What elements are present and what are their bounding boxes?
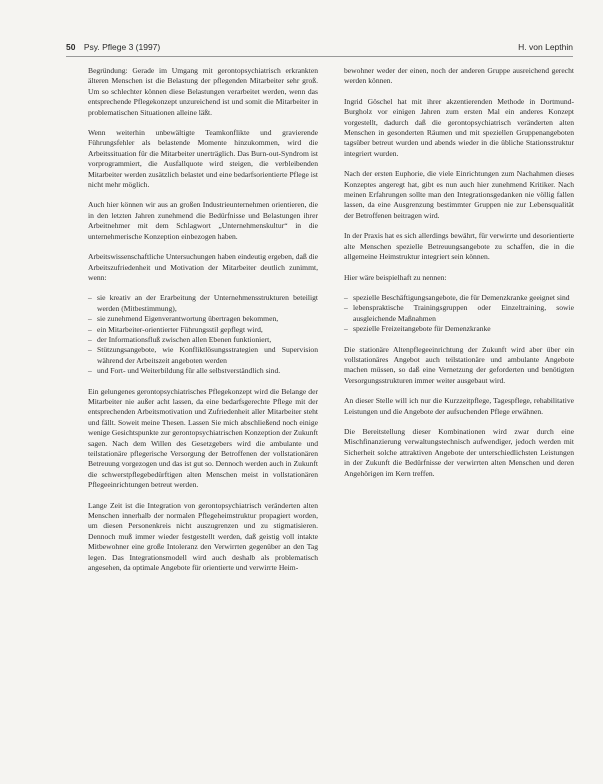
page-header xyxy=(66,42,573,57)
right-column xyxy=(344,66,574,489)
list-item: – spezielle Freizeitangebote für Demenzkranke xyxy=(344,324,574,334)
bullet-list xyxy=(344,293,574,335)
list-item: – sie zunehmend Eigenverantwortung übertragen bekommen, xyxy=(88,314,318,324)
paragraph: An dieser Stelle will ich nur die Kurzzeitpflege, Tagespflege, rehabilitative Leistungen und die Angebote der aufsuchenden Pflege erwähnen. xyxy=(344,396,574,416)
list-intro: Hier wäre beispielhaft zu nennen: xyxy=(344,272,447,282)
list-item: – sie kreativ an der Erarbeitung der Unternehmensstrukturen beteiligt werden (Mitbestimmung), xyxy=(88,293,318,314)
journal-citation: Psy. Pflege 3 (1997) xyxy=(83,42,161,52)
page-number: 50 xyxy=(66,42,76,52)
list-item: – ein Mitarbeiter-orientierter Führungsstil gepflegt wird, xyxy=(88,325,318,335)
author-name: H. von Lepthin xyxy=(518,42,573,52)
paragraph: Wenn weiterhin unbewältigte Teamkonflikte und gravierende Führungsfehler als belastende Momente hinzukommen, wird die Arbeitssituation für die Mitarbeiter unerträglich. Das Burn-out-Syndrom ist vorprogrammiert, die Ausfallquote wird steigen, die verbleibenden Mitarbeiter werden zusätzlich belastet und eine bedarfsorientierte Pflege ist nicht mehr möglich. xyxy=(88,128,318,190)
list-item: – der Informationsfluß zwischen allen Ebenen funktioniert, xyxy=(88,335,318,345)
paragraph: Nach der ersten Euphorie, die viele Einrichtungen zum Nachahmen dieses Konzeptes angeregt hat, gibt es nun auch hier zunehmend Kritiker. Nach meinen Erfahrungen sollte man den Integrationsgedanken nie völlig fallen lassen, da eine Ausgrenzung bestimmter Gruppen nie zur Lebensqualität der Betroffenen beitragen wird. xyxy=(344,169,574,220)
paragraph: Lange Zeit ist die Integration von gerontopsychiatrisch veränderten alten Menschen innerhalb der normalen Pflegeheimstruktur propagiert worden, um diesen Personenkreis nicht auszugrenzen und zu stigmatisieren. Dennoch muß immer wieder festgestellt werden, daß geistig voll intakte Mitbewohner eine große Intoleranz den Verwirrten gegenüber an den Tag legen. Das Integrationsmodell wird auch deshalb als problematisch angesehen, da optimale Angebote für orientierte und verwirrte Heim- xyxy=(88,500,318,573)
paragraph: Begründung: Gerade im Umgang mit gerontopsychiatrisch erkrankten älteren Menschen ist die Belastung der pflegenden Mitarbeiter sehr groß. Um so schlechter können diese Belastungen verarbeitet werden, wenn das entsprechende Pflegekonzept unzureichend ist und somit die Mitarbeiter in problematischen Situationen alleine läßt. xyxy=(88,66,318,117)
list-item: – lebenspraktische Trainingsgruppen oder Einzeltraining, sowie ausgleichende Maßnahmen xyxy=(344,303,574,324)
paragraph: Die stationäre Altenpflegeeinrichtung der Zukunft wird aber über ein vollstationäres Angebot auch teilstationäre und ambulante Angebote machen müssen, so daß eine Vernetzung der geforderten und benötigten Versorgungsstrukturen immer weiter ausgebaut wird. xyxy=(344,344,574,385)
list-item: – und Fort- und Weiterbildung für alle selbstverständlich sind. xyxy=(88,366,318,376)
list-item: – Stützungsangebote, wie Konfliktlösungsstrategien und Supervision während der Arbeitszeit angeboten werden xyxy=(88,345,318,366)
paragraph: Auch hier können wir aus an großen Industrieunternehmen orientieren, die in den letzten Jahren zunehmend die Bedürfnisse und Belastungen ihrer Arbeitnehmer mit dem Schlagwort „Unternehmenskultur“ in die unternehmerische Konzeption einbezogen haben. xyxy=(88,200,318,241)
list-item: – spezielle Beschäftigungsangebote, die für Demenzkranke geeignet sind xyxy=(344,293,574,303)
paragraph: Ein gelungenes gerontopsychiatrisches Pflegekonzept wird die Belange der Mitarbeiter nie außer acht lassen, da eine bedarfsgerechte Pflege mit der entsprechenden Arbeitsmotivation und Zufriedenheit aller Mitarbeiter steht und fällt. Soweit meine Thesen. Lassen Sie mich abschließend noch einige wenige Gesichtspunkte zur gerontopsychiatrischen Konzeption der Zukunft sagen. Nach dem Willen des Gesetzgebers wird die ambulante und teilstationäre pflegerische Versorgung der Betroffenen der vollstationären Betreuung vorgezogen und das ist gut so. Dennoch werden auch in Zukunft die schwerstpflegebedürftigen alten Menschen meist in vollstationären Pflegeeinrichtungen betreut werden. xyxy=(88,386,318,490)
list-intro: Arbeitswissenschaftliche Untersuchungen haben eindeutig ergeben, daß die Arbeitszufriedenheit und Motivation der Mitarbeiter deutlich zunimmt, wenn: xyxy=(88,252,318,282)
paragraph: Die Bereitstellung dieser Kombinationen wird zwar durch eine Mischfinanzierung verwaltungstechnisch aufwendiger, jedoch werden mit Sicherheit solche attraktiven Angebote der unterschiedlichsten Leistungen in der Zukunft die Bedürfnisse der verwirrten alten Menschen und deren Angehörigen im Kern treffen. xyxy=(344,426,574,478)
paragraph: bewohner weder der einen, noch der anderen Gruppe ausreichend gerecht werden können. xyxy=(344,66,574,86)
paragraph: Ingrid Göschel hat mit ihrer akzentierenden Methode in Dortmund-Burgholz vor einigen Jahren zum ersten Mal ein anderes Konzept vorgestellt, dadurch daß die gerontopsychiatrisch veränderten alten Menschen in gesonderten Räumen und mit speziellen Gruppenangeboten tagsüber betreut wurden und abends wieder in die übliche Stationsstruktur integriert wurden. xyxy=(344,96,574,158)
paragraph: In der Praxis hat es sich allerdings bewährt, für verwirrte und desorientierte alte Menschen spezielle Betreuungsangebote zu schaffen, die in die allgemeine Heimstruktur integriert sein können. xyxy=(344,231,574,262)
bullet-list xyxy=(88,293,318,376)
left-column xyxy=(88,66,318,583)
